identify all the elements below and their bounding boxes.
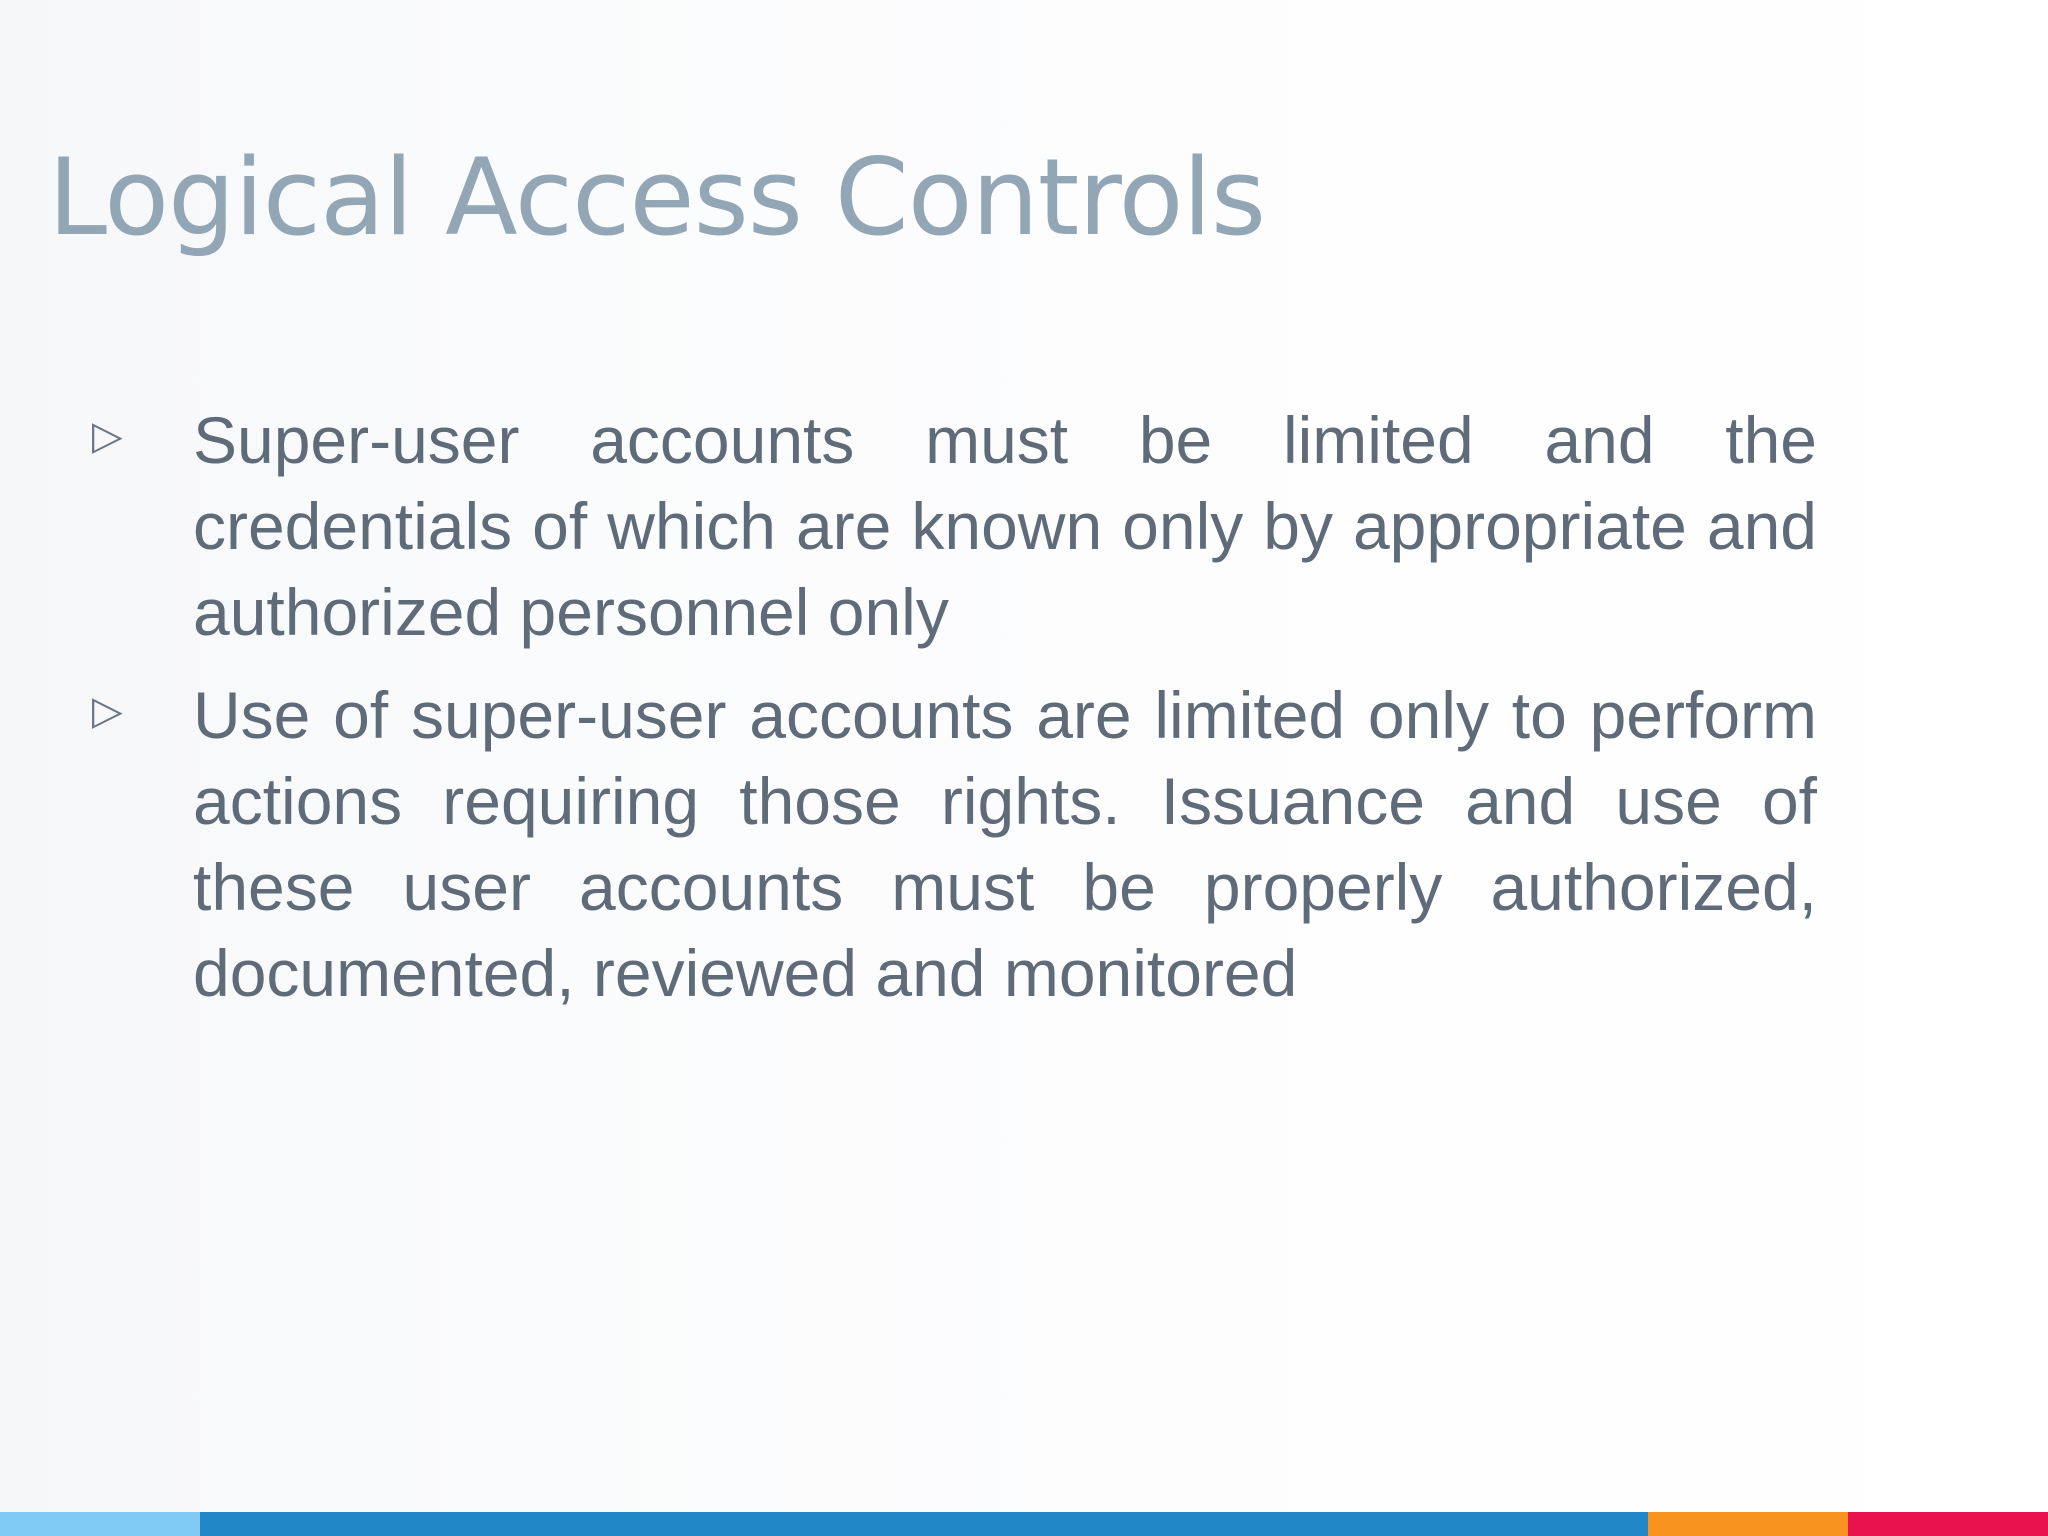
footer-segment-blue bbox=[200, 1512, 1648, 1536]
footer-segment-red bbox=[1848, 1512, 2048, 1536]
slide-title: Logical Access Controls bbox=[48, 136, 1266, 259]
footer-segment-light-blue bbox=[0, 1512, 200, 1536]
triangle-bullet-icon: ▷ bbox=[92, 413, 123, 459]
bullet-list bbox=[0, 397, 2048, 1033]
triangle-bullet-icon: ▷ bbox=[92, 688, 123, 734]
bullet-text: Super-user accounts must be limited and the credentials of which are known only by appropriate and authorized personnel only bbox=[193, 403, 1817, 649]
bullet-item bbox=[0, 672, 2048, 1016]
bullet-text: Use of super-user accounts are limited only to perform actions requiring those rights. Issuance and use of these user accounts must be properly authorized, documented, reviewed and monitored bbox=[193, 678, 1817, 1010]
footer-color-bar bbox=[0, 1512, 2048, 1536]
bullet-item bbox=[0, 397, 2048, 655]
footer-segment-orange bbox=[1648, 1512, 1848, 1536]
